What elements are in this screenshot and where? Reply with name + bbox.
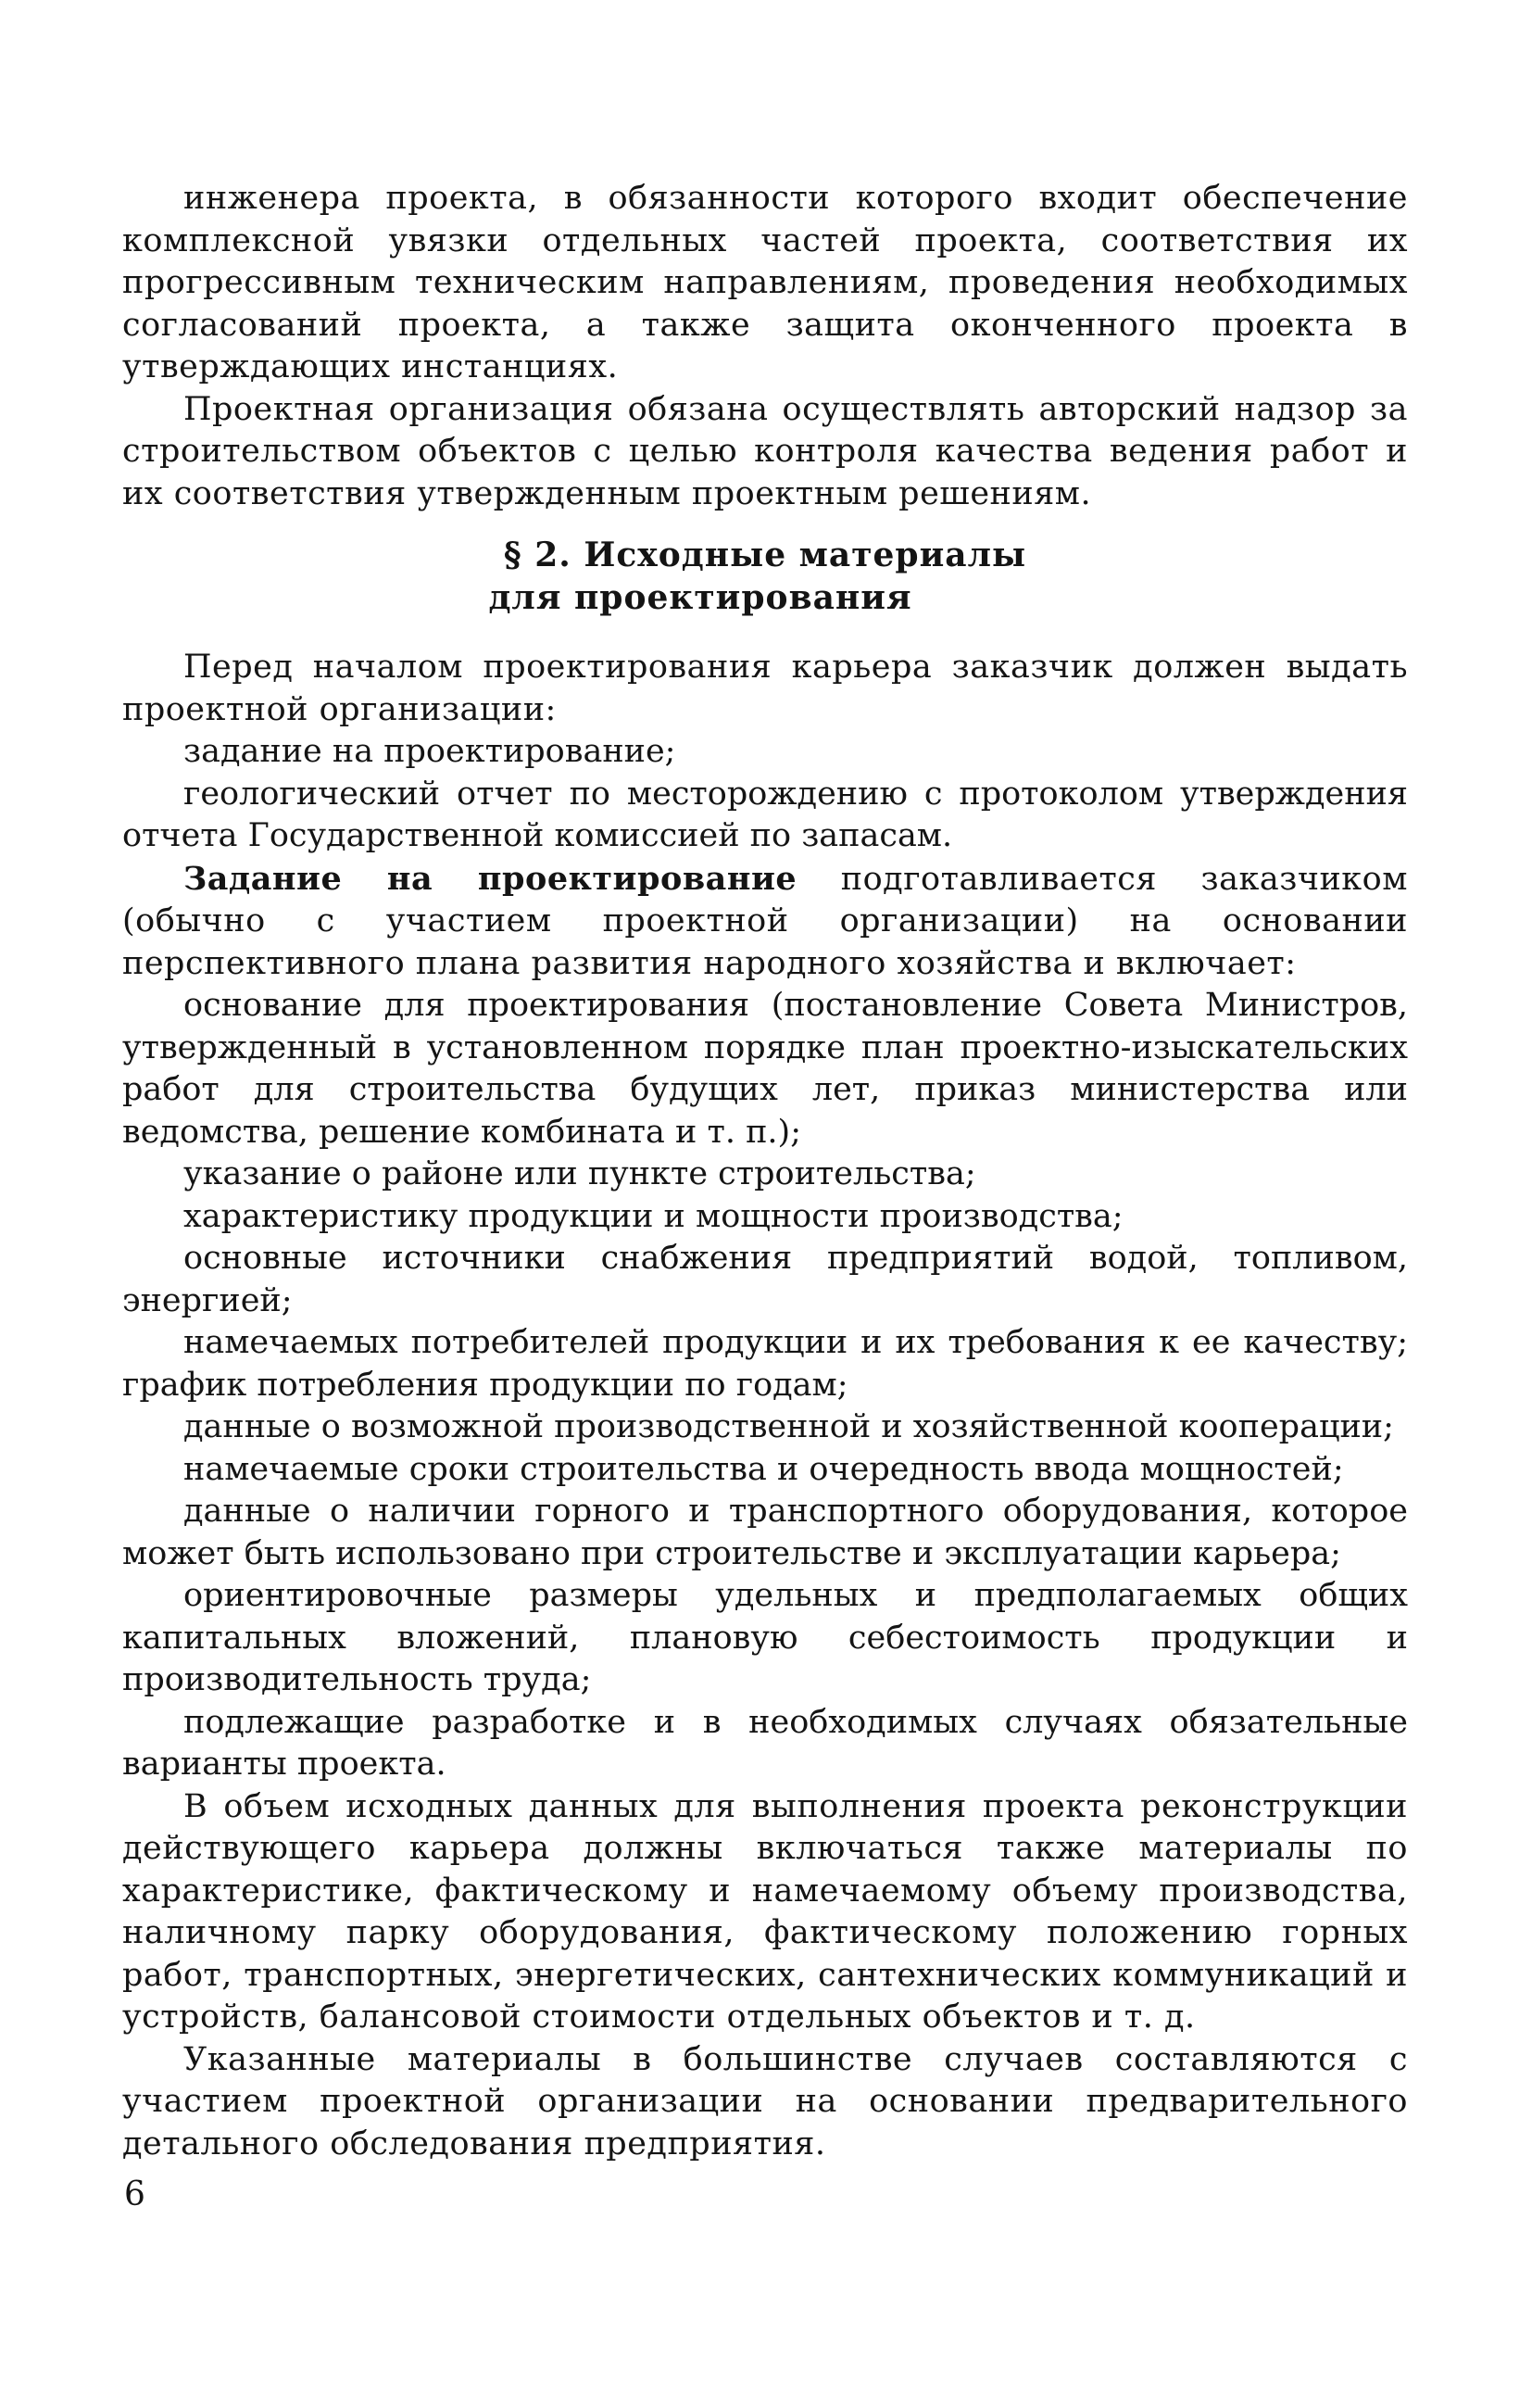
list-item: данные о наличии горного и транспортного оборудования, которое может быть использовано при строительстве и эксплуатации карьера; xyxy=(122,1493,1408,1572)
list-item: подлежащие разработке и в необходимых случаях обязательные варианты проекта. xyxy=(122,1703,1408,1783)
paragraph-materials: Указанные материалы в большинстве случаев составляются с участием проектной организации на основании предварительного детального обследования предприятия. xyxy=(122,2040,1408,2162)
list-item: геологический отчет по месторождению с протоколом утверждения отчета Государственной комиссией по запасам. xyxy=(122,775,1408,854)
paragraph-reconstruction: В объем исходных данных для выполнения проекта реконструкции действующего карьера должны включаться также материалы по характеристике, фактическому и намечаемому объему производства, наличному парку оборудования, фактическому положению горных работ, транспортных, энергетических, сантехнических коммуникаций и устройств, балансовой стоимости отдельных объектов и т. д. xyxy=(122,1787,1408,2036)
text-column xyxy=(122,178,1408,2165)
paragraph-assignment xyxy=(122,858,1408,986)
list-item: намечаемые сроки строительства и очередность ввода мощностей; xyxy=(183,1450,1344,1488)
list-item: указание о районе или пункте строительства; xyxy=(183,1155,976,1192)
list-item: основные источники снабжения предприятий водой, топливом, энергией; xyxy=(122,1240,1408,1319)
section-heading-line-2: для проектирования xyxy=(488,578,912,617)
paragraph-continuation: инженера проекта, в обязанности которого входит обеспечение комплексной увязки отдельных частей проекта, соответствия их прогрессивным техническим направлениям, проведения необходимых согласований проекта, а также защита оконченного проекта в утверждающих инстанциях. xyxy=(122,180,1408,385)
assignment-text: подготавливается заказчиком (обычно с участием проектной организации) на основании перспективного плана развития народного хозяйства и включает: xyxy=(122,860,1408,982)
list-item: основание для проектирования (постановление Совета Министров, утвержденный в установленном порядке план проектно-изыскательских работ для строительства будущих лет, приказ министерства или ведомства, решение комбината и т. п.); xyxy=(122,987,1408,1151)
list-item: намечаемых потребителей продукции и их требования к ее качеству; график потребления продукции по годам; xyxy=(122,1324,1408,1404)
page-number: 6 xyxy=(124,2175,145,2213)
list-item: характеристику продукции и мощности производства; xyxy=(183,1197,1124,1235)
list-item: ориентировочные размеры удельных и предполагаемых общих капитальных вложений, плановую себестоимость продукции и производительность труда; xyxy=(122,1577,1408,1698)
section-heading-line-1: § 2. Исходные материалы xyxy=(503,536,1027,574)
section-heading xyxy=(122,534,1408,619)
paragraph-author-supervision: Проектная организация обязана осуществлять авторский надзор за строительством объектов с целью контроля качества ведения работ и их соответствия утвержденным проектным решениям. xyxy=(122,390,1408,512)
list-item: задание на проектирование; xyxy=(183,733,676,770)
assignment-term: Задание на проектирование xyxy=(183,859,797,898)
paragraph-intro: Перед началом проектирования карьера заказчик должен выдать проектной организации: xyxy=(122,649,1408,728)
list-item: данные о возможной производственной и хозяйственной кооперации; xyxy=(183,1408,1394,1445)
